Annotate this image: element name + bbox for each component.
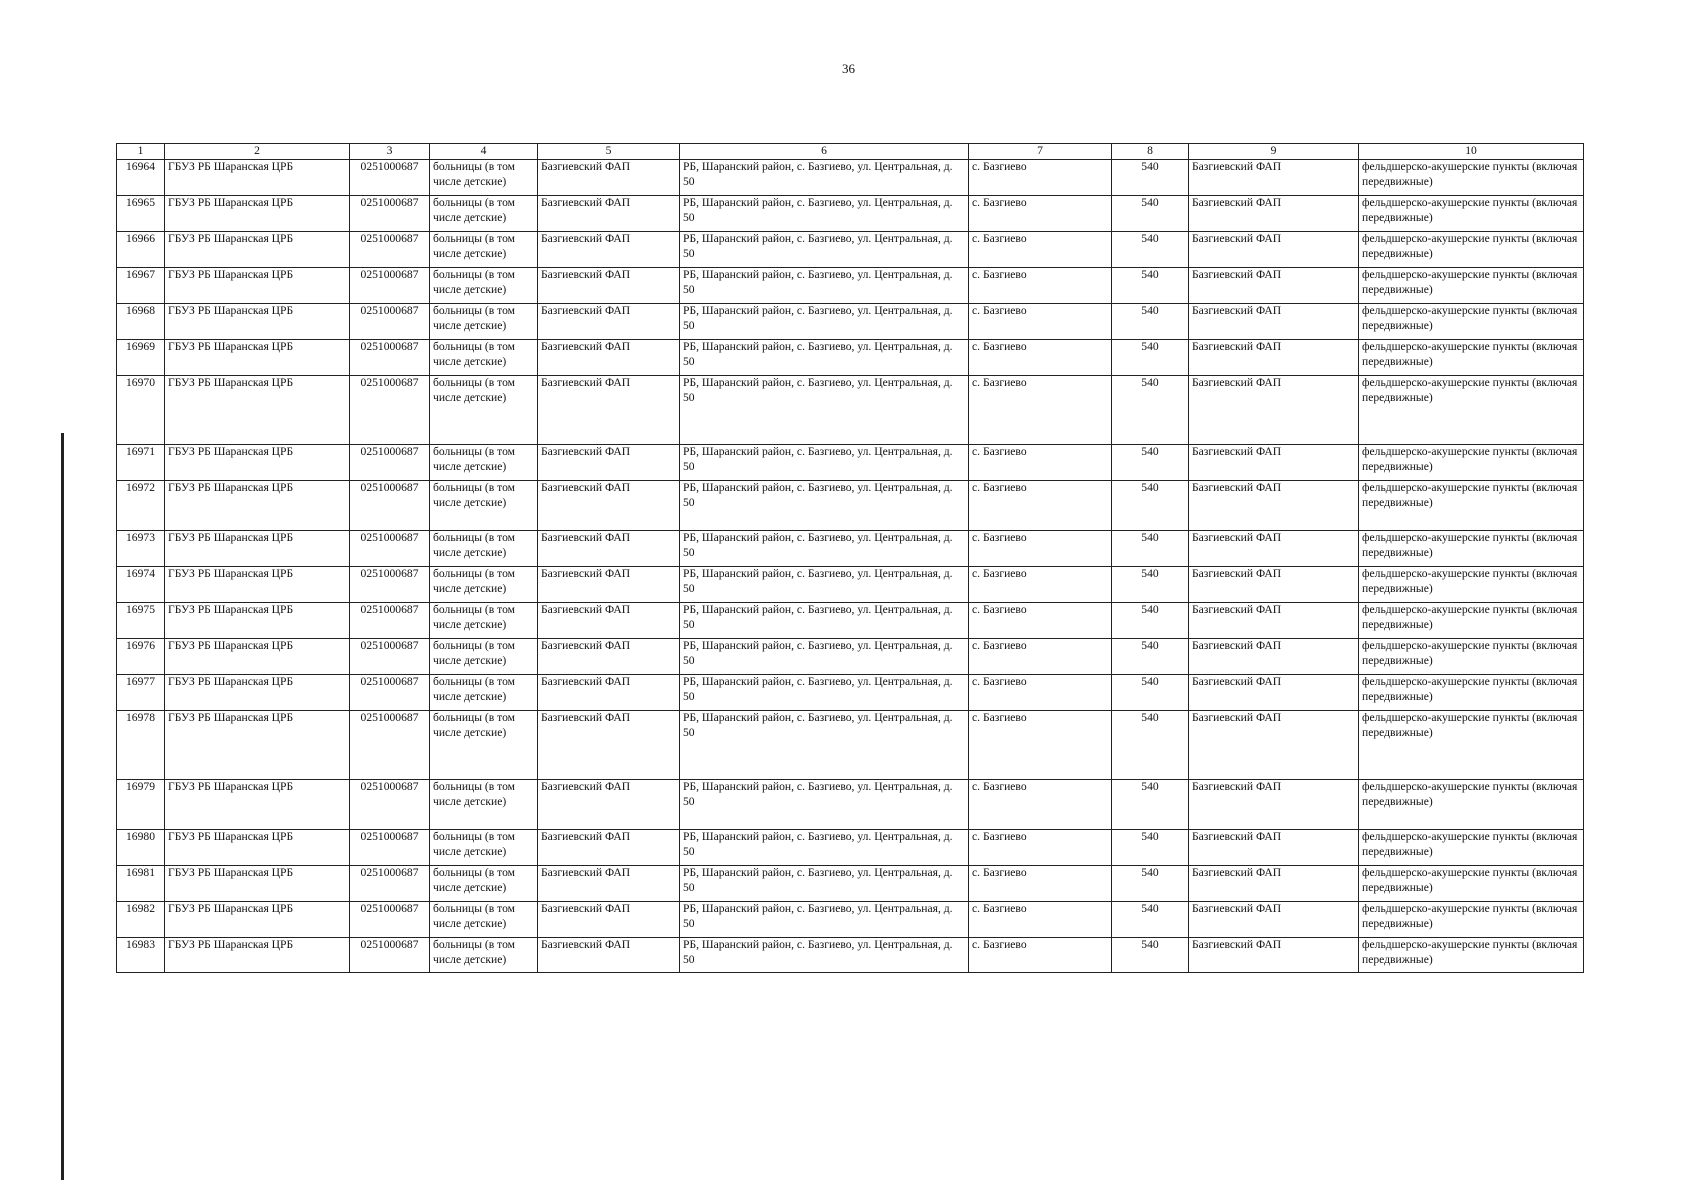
facility-name-cell: Базгиевский ФАП [538, 340, 680, 376]
address-cell: РБ, Шаранский район, с. Базгиево, ул. Центральная, д. 50 [680, 830, 969, 866]
address-cell: РБ, Шаранский район, с. Базгиево, ул. Центральная, д. 50 [680, 902, 969, 938]
row-number: 16969 [117, 340, 165, 376]
code-cell: 540 [1112, 481, 1189, 531]
table-row [117, 340, 1584, 376]
category-cell: фельдшерско-акушерские пункты (включая передвижные) [1359, 160, 1584, 196]
page-number: 36 [842, 61, 855, 76]
organization-cell: ГБУЗ РБ Шаранская ЦРБ [165, 160, 350, 196]
category-cell: фельдшерско-акушерские пункты (включая передвижные) [1359, 711, 1584, 780]
locality-cell: с. Базгиево [969, 340, 1112, 376]
facility-name-cell: Базгиевский ФАП [538, 232, 680, 268]
unit-cell: Базгиевский ФАП [1189, 711, 1359, 780]
category-cell: фельдшерско-акушерские пункты (включая передвижные) [1359, 445, 1584, 481]
column-header: 9 [1189, 144, 1359, 160]
table-row [117, 711, 1584, 780]
category-cell: фельдшерско-акушерские пункты (включая передвижные) [1359, 567, 1584, 603]
facility-type-cell: больницы (в том числе детские) [430, 340, 538, 376]
code-cell: 540 [1112, 711, 1189, 780]
unit-cell: Базгиевский ФАП [1189, 938, 1359, 973]
facility-type-cell: больницы (в том числе детские) [430, 445, 538, 481]
table-row [117, 268, 1584, 304]
unit-cell: Базгиевский ФАП [1189, 481, 1359, 531]
organization-cell: ГБУЗ РБ Шаранская ЦРБ [165, 866, 350, 902]
unit-cell: Базгиевский ФАП [1189, 531, 1359, 567]
inn-cell: 0251000687 [350, 780, 430, 830]
address-cell: РБ, Шаранский район, с. Базгиево, ул. Центральная, д. 50 [680, 196, 969, 232]
inn-cell: 0251000687 [350, 445, 430, 481]
organization-cell: ГБУЗ РБ Шаранская ЦРБ [165, 481, 350, 531]
unit-cell: Базгиевский ФАП [1189, 304, 1359, 340]
facility-type-cell: больницы (в том числе детские) [430, 902, 538, 938]
row-number: 16965 [117, 196, 165, 232]
facility-name-cell: Базгиевский ФАП [538, 780, 680, 830]
address-cell: РБ, Шаранский район, с. Базгиево, ул. Центральная, д. 50 [680, 780, 969, 830]
organization-cell: ГБУЗ РБ Шаранская ЦРБ [165, 268, 350, 304]
locality-cell: с. Базгиево [969, 196, 1112, 232]
inn-cell: 0251000687 [350, 481, 430, 531]
locality-cell: с. Базгиево [969, 639, 1112, 675]
unit-cell: Базгиевский ФАП [1189, 902, 1359, 938]
unit-cell: Базгиевский ФАП [1189, 196, 1359, 232]
locality-cell: с. Базгиево [969, 445, 1112, 481]
facility-type-cell: больницы (в том числе детские) [430, 232, 538, 268]
facility-type-cell: больницы (в том числе детские) [430, 268, 538, 304]
category-cell: фельдшерско-акушерские пункты (включая передвижные) [1359, 268, 1584, 304]
locality-cell: с. Базгиево [969, 675, 1112, 711]
unit-cell: Базгиевский ФАП [1189, 866, 1359, 902]
inn-cell: 0251000687 [350, 711, 430, 780]
row-number: 16968 [117, 304, 165, 340]
locality-cell: с. Базгиево [969, 780, 1112, 830]
inn-cell: 0251000687 [350, 376, 430, 445]
inn-cell: 0251000687 [350, 196, 430, 232]
facility-name-cell: Базгиевский ФАП [538, 675, 680, 711]
facility-type-cell: больницы (в том числе детские) [430, 196, 538, 232]
category-cell: фельдшерско-акушерские пункты (включая передвижные) [1359, 902, 1584, 938]
category-cell: фельдшерско-акушерские пункты (включая передвижные) [1359, 780, 1584, 830]
organization-cell: ГБУЗ РБ Шаранская ЦРБ [165, 567, 350, 603]
row-number: 16976 [117, 639, 165, 675]
facility-name-cell: Базгиевский ФАП [538, 603, 680, 639]
facility-name-cell: Базгиевский ФАП [538, 639, 680, 675]
code-cell: 540 [1112, 780, 1189, 830]
code-cell: 540 [1112, 675, 1189, 711]
row-number: 16980 [117, 830, 165, 866]
column-header: 2 [165, 144, 350, 160]
table-row [117, 445, 1584, 481]
facility-name-cell: Базгиевский ФАП [538, 481, 680, 531]
facility-type-cell: больницы (в том числе детские) [430, 938, 538, 973]
unit-cell: Базгиевский ФАП [1189, 268, 1359, 304]
table-row [117, 376, 1584, 445]
register-table [116, 143, 1584, 973]
inn-cell: 0251000687 [350, 567, 430, 603]
unit-cell: Базгиевский ФАП [1189, 567, 1359, 603]
organization-cell: ГБУЗ РБ Шаранская ЦРБ [165, 376, 350, 445]
facility-name-cell: Базгиевский ФАП [538, 531, 680, 567]
locality-cell: с. Базгиево [969, 232, 1112, 268]
organization-cell: ГБУЗ РБ Шаранская ЦРБ [165, 603, 350, 639]
code-cell: 540 [1112, 639, 1189, 675]
code-cell: 540 [1112, 196, 1189, 232]
code-cell: 540 [1112, 340, 1189, 376]
row-number: 16971 [117, 445, 165, 481]
facility-name-cell: Базгиевский ФАП [538, 268, 680, 304]
inn-cell: 0251000687 [350, 866, 430, 902]
address-cell: РБ, Шаранский район, с. Базгиево, ул. Центральная, д. 50 [680, 639, 969, 675]
table-row [117, 232, 1584, 268]
code-cell: 540 [1112, 866, 1189, 902]
table-row [117, 160, 1584, 196]
column-header: 4 [430, 144, 538, 160]
row-number: 16981 [117, 866, 165, 902]
facility-type-cell: больницы (в том числе детские) [430, 866, 538, 902]
code-cell: 540 [1112, 445, 1189, 481]
address-cell: РБ, Шаранский район, с. Базгиево, ул. Центральная, д. 50 [680, 675, 969, 711]
code-cell: 540 [1112, 376, 1189, 445]
column-header: 10 [1359, 144, 1584, 160]
address-cell: РБ, Шаранский район, с. Базгиево, ул. Центральная, д. 50 [680, 340, 969, 376]
category-cell: фельдшерско-акушерские пункты (включая передвижные) [1359, 830, 1584, 866]
code-cell: 540 [1112, 232, 1189, 268]
locality-cell: с. Базгиево [969, 376, 1112, 445]
row-number: 16978 [117, 711, 165, 780]
table-row [117, 675, 1584, 711]
row-number: 16966 [117, 232, 165, 268]
table-row [117, 304, 1584, 340]
column-header: 8 [1112, 144, 1189, 160]
unit-cell: Базгиевский ФАП [1189, 232, 1359, 268]
inn-cell: 0251000687 [350, 531, 430, 567]
inn-cell: 0251000687 [350, 639, 430, 675]
facility-type-cell: больницы (в том числе детские) [430, 376, 538, 445]
address-cell: РБ, Шаранский район, с. Базгиево, ул. Центральная, д. 50 [680, 481, 969, 531]
inn-cell: 0251000687 [350, 232, 430, 268]
organization-cell: ГБУЗ РБ Шаранская ЦРБ [165, 445, 350, 481]
facility-type-cell: больницы (в том числе детские) [430, 160, 538, 196]
table-row [117, 196, 1584, 232]
locality-cell: с. Базгиево [969, 866, 1112, 902]
category-cell: фельдшерско-акушерские пункты (включая передвижные) [1359, 232, 1584, 268]
category-cell: фельдшерско-акушерские пункты (включая передвижные) [1359, 304, 1584, 340]
code-cell: 540 [1112, 902, 1189, 938]
table-row [117, 567, 1584, 603]
organization-cell: ГБУЗ РБ Шаранская ЦРБ [165, 196, 350, 232]
table-row [117, 902, 1584, 938]
organization-cell: ГБУЗ РБ Шаранская ЦРБ [165, 711, 350, 780]
address-cell: РБ, Шаранский район, с. Базгиево, ул. Центральная, д. 50 [680, 603, 969, 639]
unit-cell: Базгиевский ФАП [1189, 675, 1359, 711]
address-cell: РБ, Шаранский район, с. Базгиево, ул. Центральная, д. 50 [680, 268, 969, 304]
address-cell: РБ, Шаранский район, с. Базгиево, ул. Центральная, д. 50 [680, 567, 969, 603]
facility-name-cell: Базгиевский ФАП [538, 902, 680, 938]
address-cell: РБ, Шаранский район, с. Базгиево, ул. Центральная, д. 50 [680, 232, 969, 268]
locality-cell: с. Базгиево [969, 160, 1112, 196]
address-cell: РБ, Шаранский район, с. Базгиево, ул. Центральная, д. 50 [680, 866, 969, 902]
unit-cell: Базгиевский ФАП [1189, 603, 1359, 639]
category-cell: фельдшерско-акушерские пункты (включая передвижные) [1359, 376, 1584, 445]
table-body [117, 160, 1584, 973]
unit-cell: Базгиевский ФАП [1189, 160, 1359, 196]
inn-cell: 0251000687 [350, 160, 430, 196]
table-row [117, 531, 1584, 567]
category-cell: фельдшерско-акушерские пункты (включая передвижные) [1359, 340, 1584, 376]
row-number: 16977 [117, 675, 165, 711]
column-header: 6 [680, 144, 969, 160]
facility-name-cell: Базгиевский ФАП [538, 567, 680, 603]
category-cell: фельдшерско-акушерские пункты (включая передвижные) [1359, 675, 1584, 711]
facility-type-cell: больницы (в том числе детские) [430, 780, 538, 830]
organization-cell: ГБУЗ РБ Шаранская ЦРБ [165, 938, 350, 973]
inn-cell: 0251000687 [350, 304, 430, 340]
unit-cell: Базгиевский ФАП [1189, 445, 1359, 481]
inn-cell: 0251000687 [350, 830, 430, 866]
column-header: 5 [538, 144, 680, 160]
facility-name-cell: Базгиевский ФАП [538, 196, 680, 232]
header-row [117, 144, 1584, 160]
column-header: 1 [117, 144, 165, 160]
locality-cell: с. Базгиево [969, 268, 1112, 304]
unit-cell: Базгиевский ФАП [1189, 376, 1359, 445]
facility-name-cell: Базгиевский ФАП [538, 866, 680, 902]
facility-name-cell: Базгиевский ФАП [538, 445, 680, 481]
locality-cell: с. Базгиево [969, 567, 1112, 603]
category-cell: фельдшерско-акушерские пункты (включая передвижные) [1359, 938, 1584, 973]
row-number: 16983 [117, 938, 165, 973]
locality-cell: с. Базгиево [969, 304, 1112, 340]
row-number: 16975 [117, 603, 165, 639]
code-cell: 540 [1112, 603, 1189, 639]
unit-cell: Базгиевский ФАП [1189, 639, 1359, 675]
facility-type-cell: больницы (в том числе детские) [430, 567, 538, 603]
column-header: 3 [350, 144, 430, 160]
row-number: 16979 [117, 780, 165, 830]
facility-name-cell: Базгиевский ФАП [538, 711, 680, 780]
organization-cell: ГБУЗ РБ Шаранская ЦРБ [165, 639, 350, 675]
facility-type-cell: больницы (в том числе детские) [430, 304, 538, 340]
address-cell: РБ, Шаранский район, с. Базгиево, ул. Центральная, д. 50 [680, 445, 969, 481]
category-cell: фельдшерско-акушерские пункты (включая передвижные) [1359, 603, 1584, 639]
table-row [117, 481, 1584, 531]
category-cell: фельдшерско-акушерские пункты (включая передвижные) [1359, 531, 1584, 567]
facility-type-cell: больницы (в том числе детские) [430, 603, 538, 639]
code-cell: 540 [1112, 531, 1189, 567]
code-cell: 540 [1112, 304, 1189, 340]
facility-type-cell: больницы (в том числе детские) [430, 531, 538, 567]
organization-cell: ГБУЗ РБ Шаранская ЦРБ [165, 340, 350, 376]
row-number: 16972 [117, 481, 165, 531]
address-cell: РБ, Шаранский район, с. Базгиево, ул. Центральная, д. 50 [680, 304, 969, 340]
code-cell: 540 [1112, 268, 1189, 304]
organization-cell: ГБУЗ РБ Шаранская ЦРБ [165, 780, 350, 830]
row-number: 16967 [117, 268, 165, 304]
unit-cell: Базгиевский ФАП [1189, 830, 1359, 866]
code-cell: 540 [1112, 567, 1189, 603]
locality-cell: с. Базгиево [969, 830, 1112, 866]
facility-type-cell: больницы (в том числе детские) [430, 830, 538, 866]
code-cell: 540 [1112, 160, 1189, 196]
inn-cell: 0251000687 [350, 675, 430, 711]
category-cell: фельдшерско-акушерские пункты (включая передвижные) [1359, 639, 1584, 675]
organization-cell: ГБУЗ РБ Шаранская ЦРБ [165, 232, 350, 268]
facility-type-cell: больницы (в том числе детские) [430, 481, 538, 531]
row-number: 16964 [117, 160, 165, 196]
code-cell: 540 [1112, 830, 1189, 866]
inn-cell: 0251000687 [350, 902, 430, 938]
table-row [117, 938, 1584, 973]
locality-cell: с. Базгиево [969, 603, 1112, 639]
unit-cell: Базгиевский ФАП [1189, 340, 1359, 376]
inn-cell: 0251000687 [350, 938, 430, 973]
column-header: 7 [969, 144, 1112, 160]
locality-cell: с. Базгиево [969, 481, 1112, 531]
unit-cell: Базгиевский ФАП [1189, 780, 1359, 830]
table-row [117, 830, 1584, 866]
address-cell: РБ, Шаранский район, с. Базгиево, ул. Центральная, д. 50 [680, 711, 969, 780]
locality-cell: с. Базгиево [969, 711, 1112, 780]
table-row [117, 866, 1584, 902]
address-cell: РБ, Шаранский район, с. Базгиево, ул. Центральная, д. 50 [680, 531, 969, 567]
inn-cell: 0251000687 [350, 268, 430, 304]
address-cell: РБ, Шаранский район, с. Базгиево, ул. Центральная, д. 50 [680, 160, 969, 196]
locality-cell: с. Базгиево [969, 531, 1112, 567]
category-cell: фельдшерско-акушерские пункты (включая передвижные) [1359, 196, 1584, 232]
row-number: 16970 [117, 376, 165, 445]
scan-edge-bar [61, 433, 64, 1180]
organization-cell: ГБУЗ РБ Шаранская ЦРБ [165, 531, 350, 567]
table-row [117, 780, 1584, 830]
category-cell: фельдшерско-акушерские пункты (включая передвижные) [1359, 481, 1584, 531]
facility-name-cell: Базгиевский ФАП [538, 376, 680, 445]
address-cell: РБ, Шаранский район, с. Базгиево, ул. Центральная, д. 50 [680, 938, 969, 973]
row-number: 16974 [117, 567, 165, 603]
facility-name-cell: Базгиевский ФАП [538, 938, 680, 973]
table-row [117, 603, 1584, 639]
organization-cell: ГБУЗ РБ Шаранская ЦРБ [165, 304, 350, 340]
inn-cell: 0251000687 [350, 340, 430, 376]
organization-cell: ГБУЗ РБ Шаранская ЦРБ [165, 902, 350, 938]
inn-cell: 0251000687 [350, 603, 430, 639]
facility-type-cell: больницы (в том числе детские) [430, 675, 538, 711]
address-cell: РБ, Шаранский район, с. Базгиево, ул. Центральная, д. 50 [680, 376, 969, 445]
organization-cell: ГБУЗ РБ Шаранская ЦРБ [165, 830, 350, 866]
facility-type-cell: больницы (в том числе детские) [430, 711, 538, 780]
code-cell: 540 [1112, 938, 1189, 973]
category-cell: фельдшерско-акушерские пункты (включая передвижные) [1359, 866, 1584, 902]
facility-name-cell: Базгиевский ФАП [538, 304, 680, 340]
locality-cell: с. Базгиево [969, 902, 1112, 938]
row-number: 16973 [117, 531, 165, 567]
organization-cell: ГБУЗ РБ Шаранская ЦРБ [165, 675, 350, 711]
facility-name-cell: Базгиевский ФАП [538, 830, 680, 866]
row-number: 16982 [117, 902, 165, 938]
table-row [117, 639, 1584, 675]
locality-cell: с. Базгиево [969, 938, 1112, 973]
facility-type-cell: больницы (в том числе детские) [430, 639, 538, 675]
facility-name-cell: Базгиевский ФАП [538, 160, 680, 196]
